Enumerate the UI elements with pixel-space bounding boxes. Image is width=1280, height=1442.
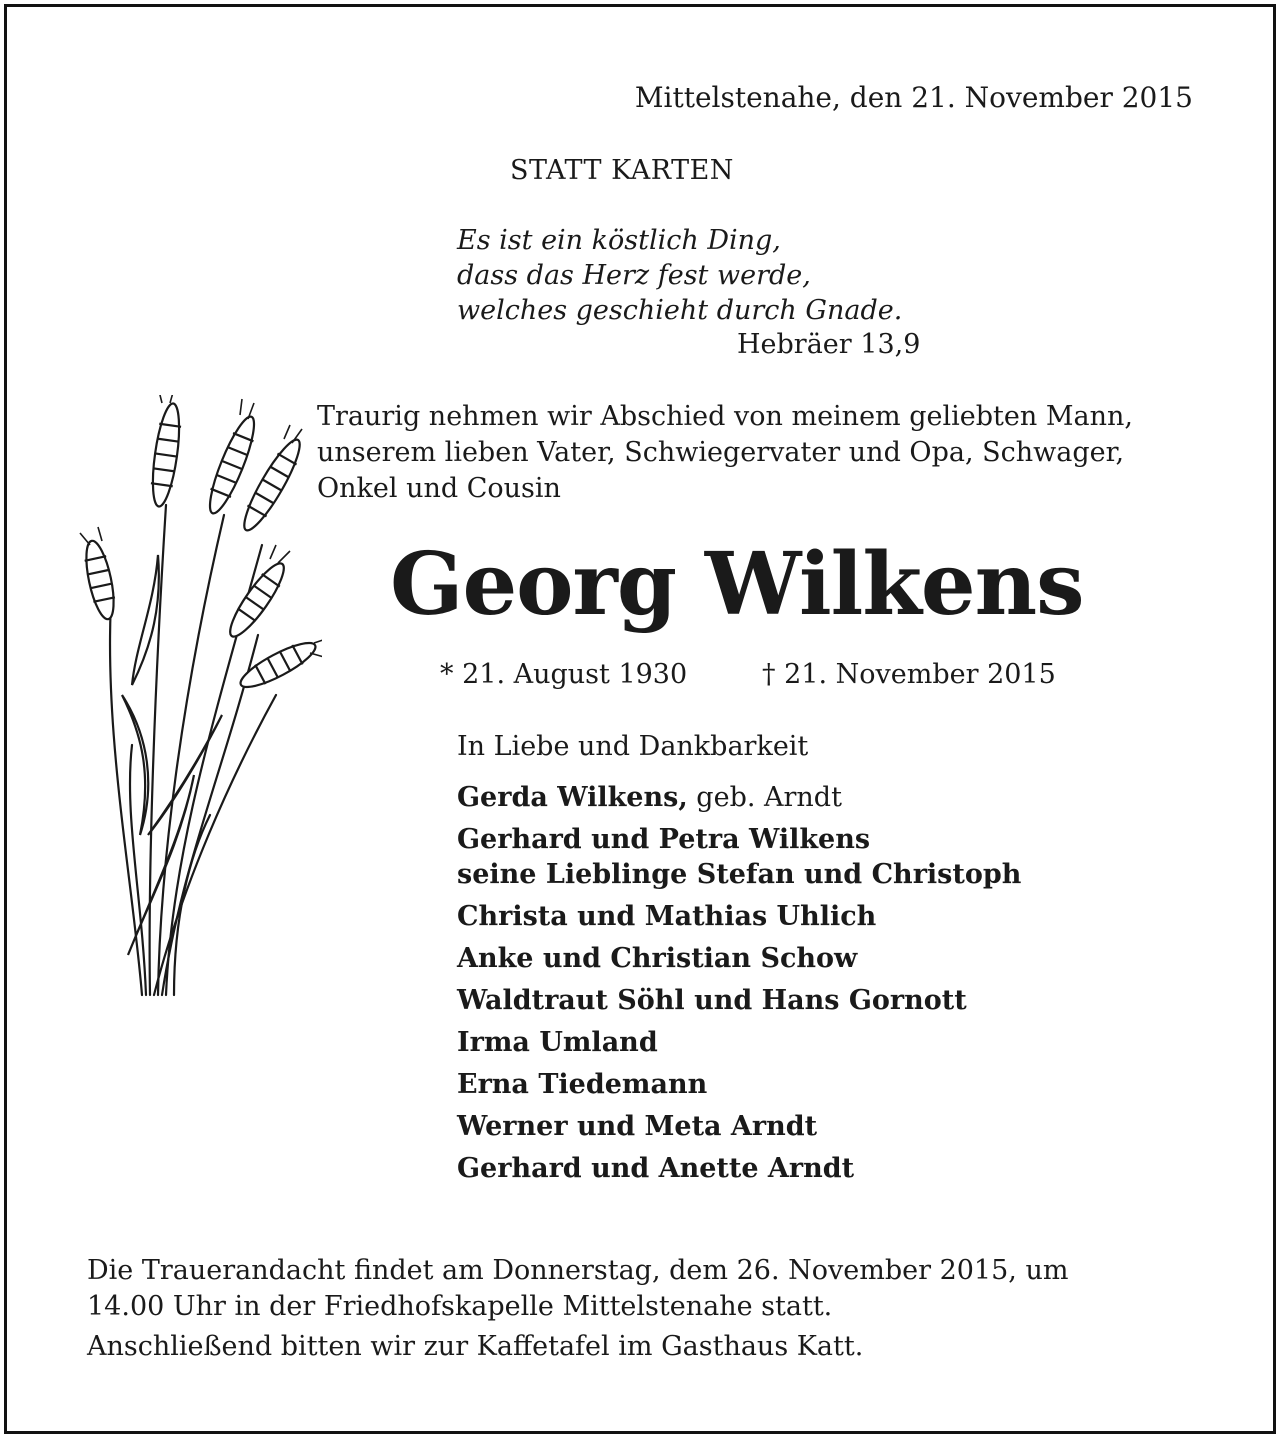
obituary-notice [4, 4, 1276, 1434]
mourner-name: Gerda Wilkens, [457, 782, 688, 813]
mourner-entry: Christa und Mathias Uhlich [457, 901, 877, 932]
mourner-entry: Anke und Christian Schow [457, 943, 858, 974]
mourner-entry: Gerhard und Anette Arndt [457, 1153, 855, 1184]
wheat-sheaf-icon [62, 395, 322, 1015]
service-line: 14.00 Uhr in der Friedhofskapelle Mittelstenahe statt. [87, 1291, 833, 1322]
service-line: Die Trauerandacht findet am Donnerstag, dem 26. November 2015, um [87, 1255, 1069, 1286]
service-info [87, 1253, 1068, 1325]
farewell-line: Traurig nehmen wir Abschied von meinem geliebten Mann, [317, 401, 1133, 432]
farewell-line: Onkel und Cousin [317, 473, 561, 504]
verse-reference: Hebräer 13,9 [737, 329, 921, 360]
mourners-list [457, 779, 1021, 1188]
statt-karten-heading: STATT KARTEN [510, 155, 734, 186]
mourner-entry: Erna Tiedemann [457, 1069, 708, 1100]
mourner-entry: Waldtraut Söhl und Hans Gornott [457, 985, 967, 1016]
mourner-maiden-name: geb. Arndt [687, 782, 842, 813]
verse-line: dass das Herz fest werde, [457, 260, 811, 291]
place-date: Mittelstenahe, den 21. November 2015 [634, 81, 1193, 114]
mourners-intro: In Liebe und Dankbarkeit [457, 731, 809, 762]
mourner-entry: Irma Umland [457, 1027, 658, 1058]
verse-line: welches geschieht durch Gnade. [457, 295, 903, 326]
mourner-entry [457, 779, 1021, 817]
mourner-entry: seine Lieblinge Stefan und Christoph [457, 859, 1022, 890]
coffee-invitation: Anschließend bitten wir zur Kaffetafel im Gasthaus Katt. [87, 1331, 864, 1362]
death-date: † 21. November 2015 [762, 659, 1056, 690]
birth-date: * 21. August 1930 [440, 659, 688, 690]
mourner-entry: Gerhard und Petra Wilkens [457, 824, 871, 855]
farewell-text [317, 399, 1133, 507]
verse-line: Es ist ein köstlich Ding, [457, 225, 781, 256]
farewell-line: unserem lieben Vater, Schwiegervater und Opa, Schwager, [317, 437, 1125, 468]
deceased-name: Georg Wilkens [390, 534, 1084, 635]
mourner-entry: Werner und Meta Arndt [457, 1111, 818, 1142]
bible-verse [457, 223, 902, 328]
